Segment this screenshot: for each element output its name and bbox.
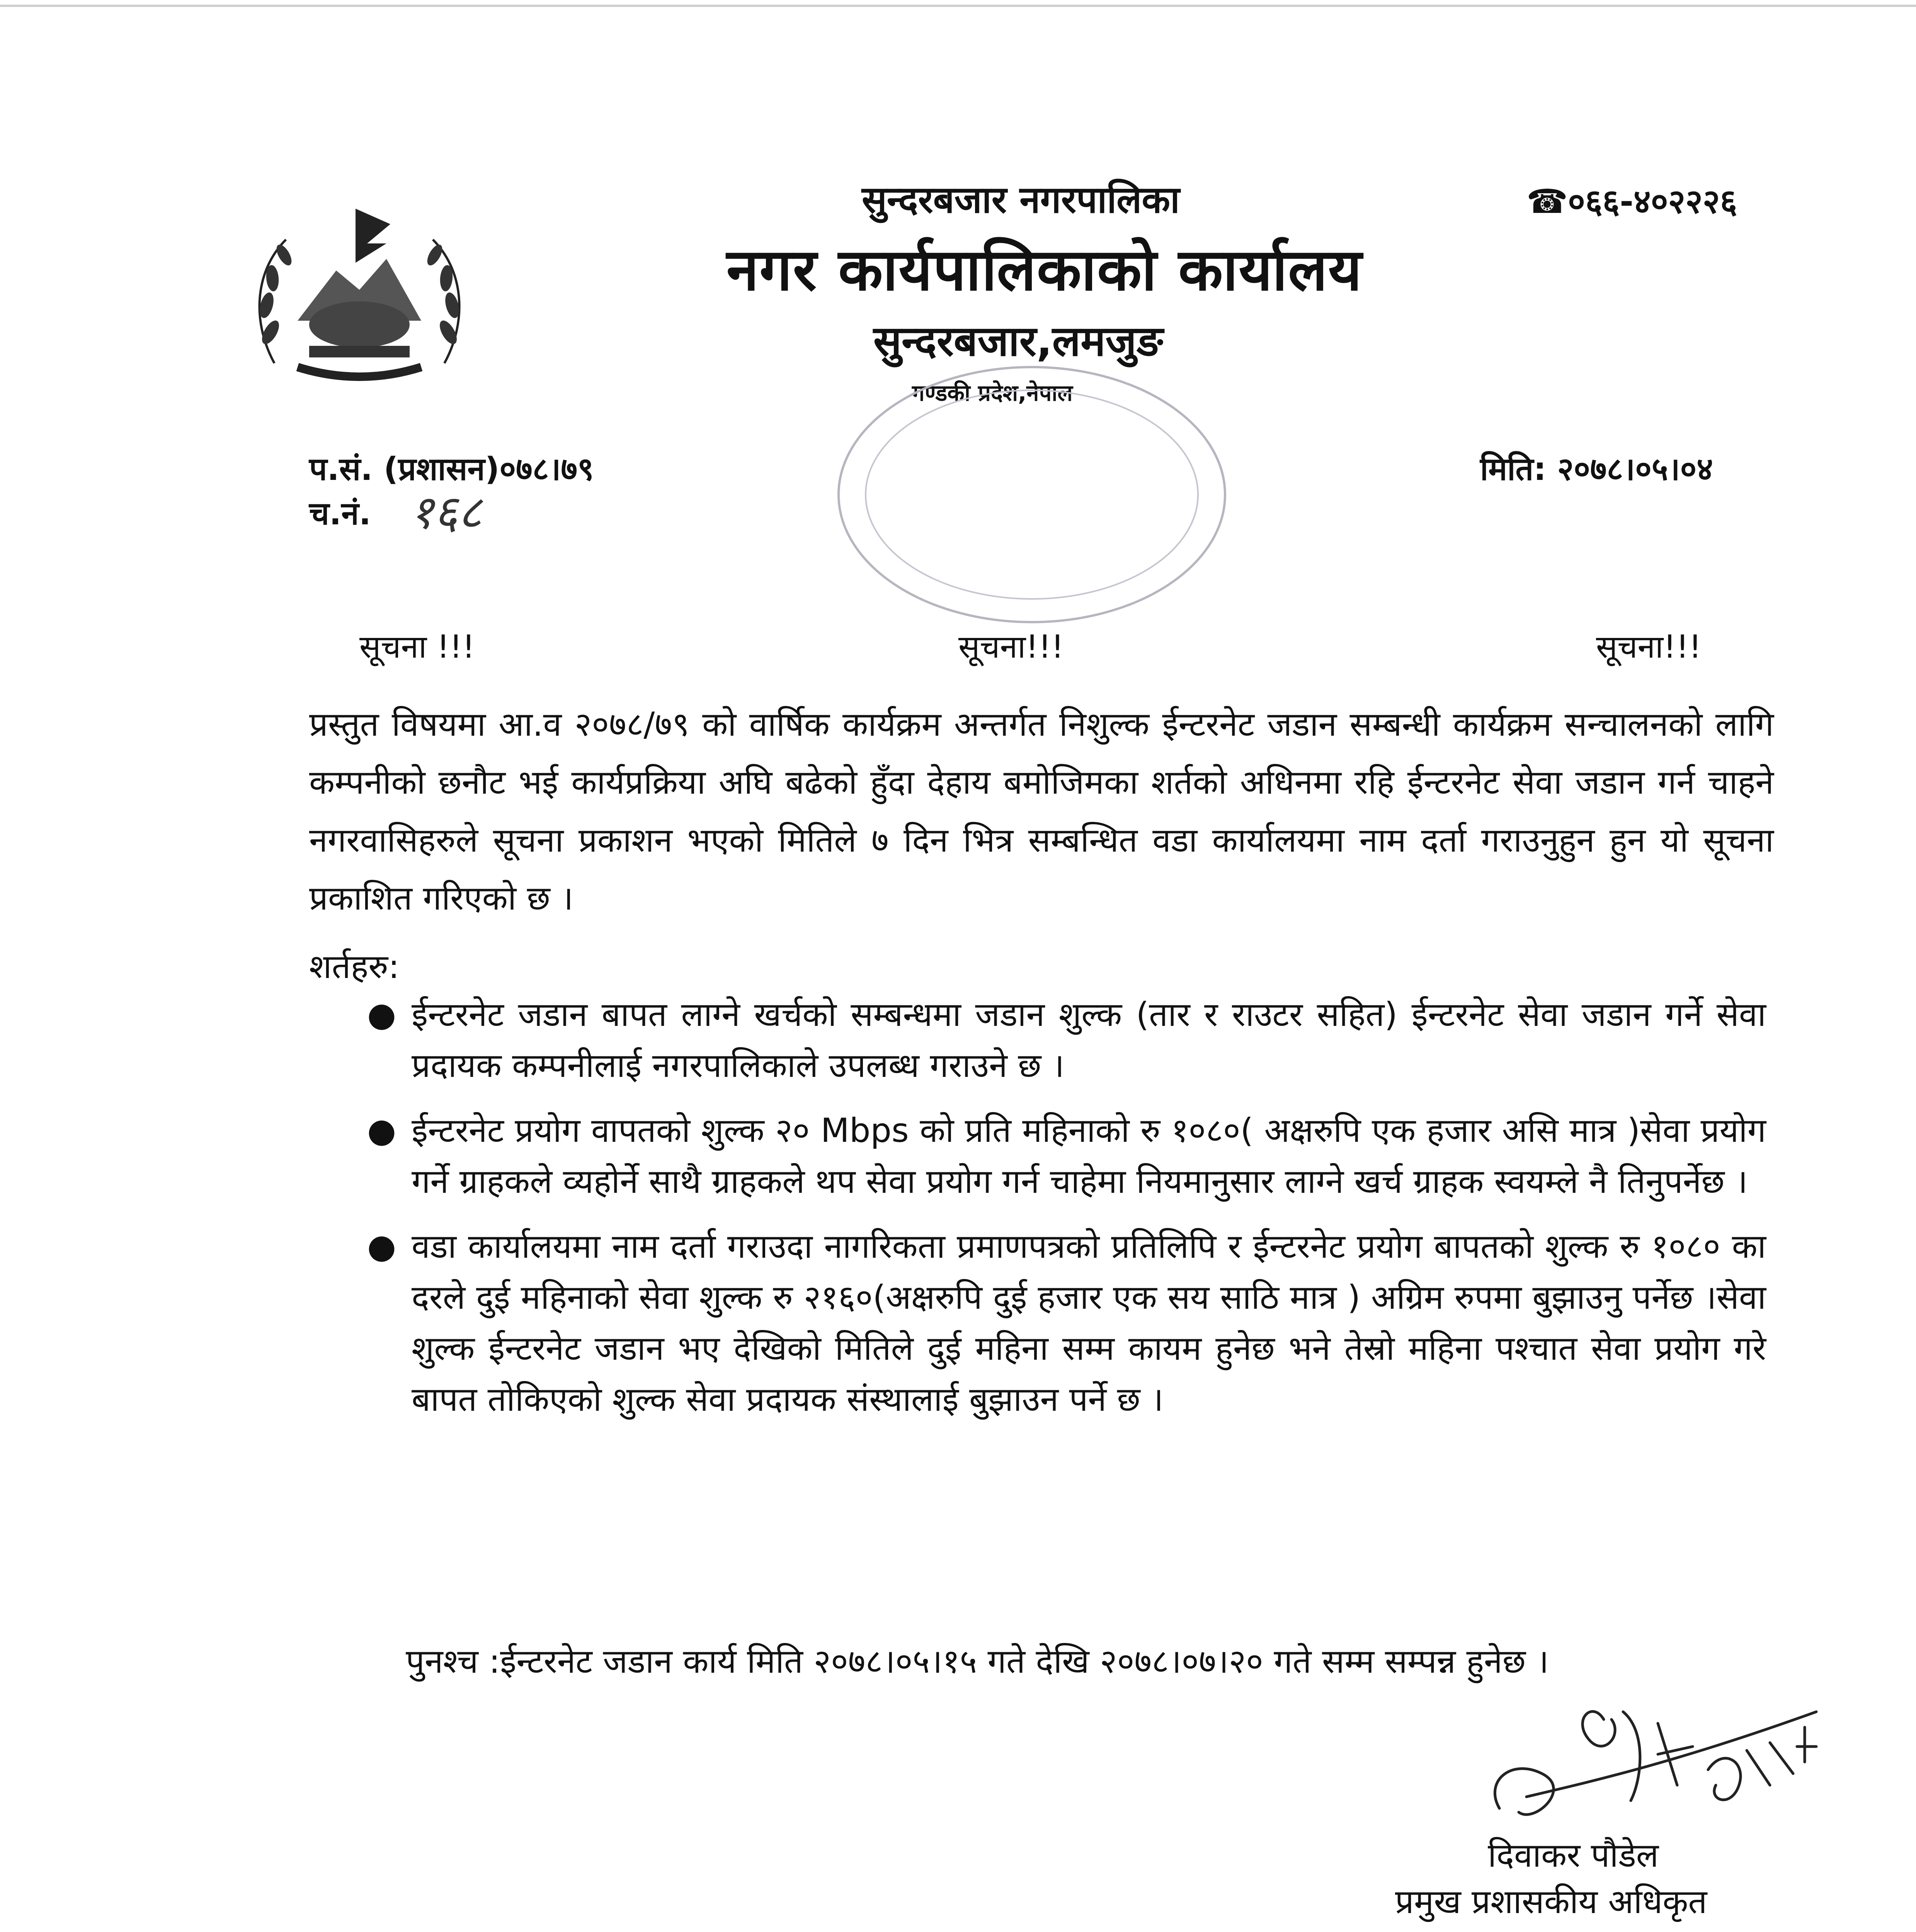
phone-number: ☎०६६-४०२२२६ bbox=[1526, 182, 1737, 221]
condition-text: वडा कार्यालयमा नाम दर्ता गराउदा नागरिकता प्रमाणपत्रको प्रतिलिपि र ईन्टरनेट प्रयोग बापतको शुल्क रु १०८० का दरले दुई महिनाको सेवा शुल्क रु २१६०(अक्षरुपि दुई हजार एक सय साठि मात्र ) अग्रिम रुपमा बुझाउनु पर्नेछ ।सेवा शुल्क ईन्टरनेट जडान भए देखिको मितिले दुई महिना सम्म कायम हुनेछ भने तेस्रो महिना पश्चात सेवा प्रयोग गरे बापत तोकिएको शुल्क सेवा प्रदायक संस्थालाई बुझाउन पर्ने छ । bbox=[412, 1227, 1766, 1419]
condition-item bbox=[367, 1105, 1766, 1207]
top-rule bbox=[0, 5, 1916, 7]
condition-item bbox=[367, 1221, 1766, 1425]
municipality-name: सुन्दरबजार नगरपालिका bbox=[862, 178, 1180, 221]
dispatch-number-label: च.नं. bbox=[309, 495, 371, 532]
conditions-list bbox=[367, 989, 1766, 1439]
notice-label-left: सूचना !!! bbox=[359, 629, 475, 665]
signatory-name: दिवाकर पौडेल bbox=[1488, 1836, 1659, 1875]
office-address: सुन्दरबजार,लमजुङ bbox=[873, 317, 1163, 366]
intro-paragraph: प्रस्तुत विषयमा आ.व २०७८/७९ को वार्षिक कार्यक्रम अन्तर्गत निशुल्क ईन्टरनेट जडान सम्बन्धी कार्यक्रम सन्चालनको लागि कम्पनीको छनौट भई कार्यप्रक्रिया अघि बढेको हुँदा देहाय बमोजिमका शर्तको अधिनमा रहि ईन्टरनेट सेवा जडान गर्न चाहने नगरवासिहरुले सूचना प्रकाशन भएको मितिले ७ दिन भित्र सम्बन्धित वडा कार्यालयमा नाम दर्ता गराउनुहुन हुन यो सूचना प्रकाशित गरिएको छ । bbox=[309, 705, 1774, 918]
letter-date: मिति: २०७८।०५।०४ bbox=[1480, 451, 1713, 488]
conditions-heading: शर्तहरु: bbox=[309, 947, 400, 986]
bullet-icon: ● bbox=[367, 995, 396, 1034]
condition-text: ईन्टरनेट प्रयोग वापतको शुल्क २० Mbps को प्रति महिनाको रु १०८०( अक्षरुपि एक हजार असि मात्र )सेवा प्रयोग गर्ने ग्राहकले व्यहोर्ने साथै ग्राहकले थप सेवा प्रयोग गर्न चाहेमा नियमानुसार लाग्ने खर्च ग्राहक स्वयम्ले नै तिनुपर्नेछ । bbox=[412, 1111, 1766, 1201]
office-stamp-icon bbox=[831, 359, 1233, 630]
signature-icon bbox=[1476, 1685, 1832, 1847]
notice-label-right: सूचना!!! bbox=[1596, 629, 1702, 665]
bullet-icon: ● bbox=[367, 1111, 396, 1150]
condition-item bbox=[367, 989, 1766, 1091]
notice-label-center: सूचना!!! bbox=[958, 629, 1064, 665]
dispatch-number-handwritten: १६८ bbox=[410, 486, 482, 539]
signatory-title: प्रमुख प्रशासकीय अधिकृत bbox=[1395, 1883, 1707, 1921]
condition-text: ईन्टरनेट जडान बापत लाग्ने खर्चको सम्बन्धमा जडान शुल्क (तार र राउटर सहित) ईन्टरनेट सेवा जडान गर्ने सेवा प्रदायक कम्पनीलाई नगरपालिकाले उपलब्ध गराउने छ । bbox=[412, 995, 1766, 1085]
nepal-emblem-icon bbox=[240, 193, 479, 394]
reference-number: प.सं. (प्रशासन)०७८।७९ bbox=[309, 451, 594, 488]
province-text: गण्डकी प्रदेश,नेपाल bbox=[912, 380, 1073, 406]
postscript: पुनश्च :ईन्टरनेट जडान कार्य मिति २०७८।०५।१५ गते देखि २०७८।०७।२० गते सम्म सम्पन्न हुनेछ । bbox=[406, 1642, 1549, 1681]
office-title: नगर कार्यपालिकाको कार्यालय bbox=[727, 236, 1363, 304]
bullet-icon: ● bbox=[367, 1227, 396, 1266]
